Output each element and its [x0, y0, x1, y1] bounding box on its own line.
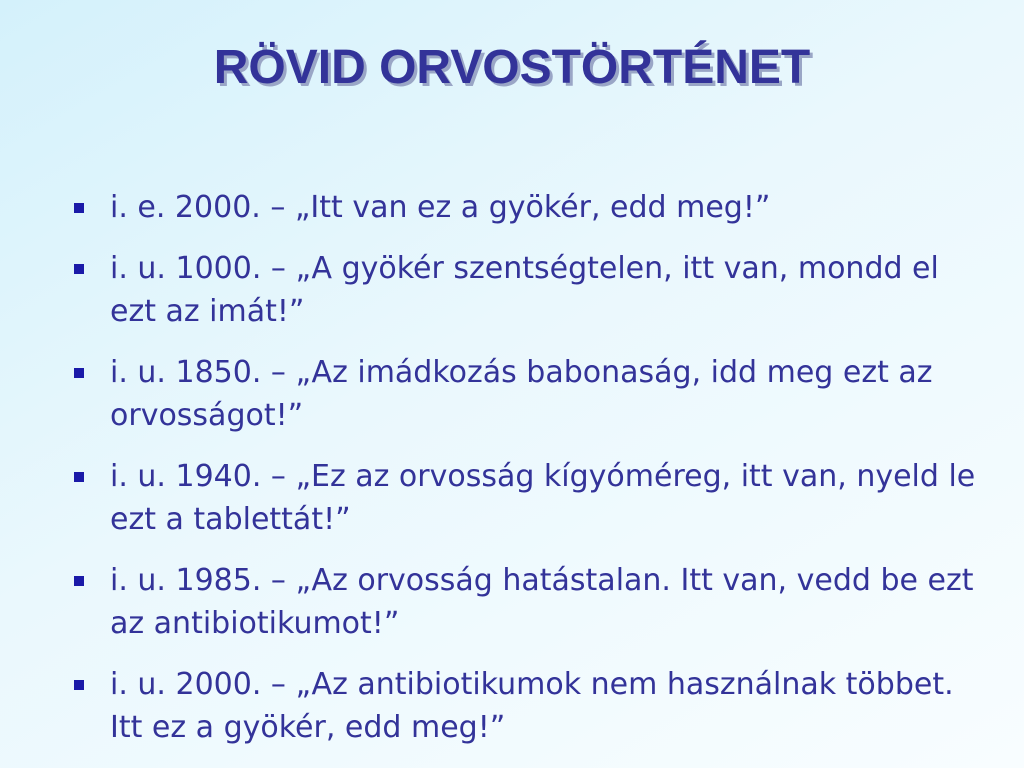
bullet-text: i. u. 1940. – „Ez az orvosság kígyóméreg, itt van, nyeld le ezt a tablettát!” [110, 459, 976, 537]
square-bullet-icon [74, 680, 84, 690]
bullet-text: i. u. 1000. – „A gyökér szentségtelen, itt van, mondd el ezt az imát!” [110, 251, 939, 329]
bullet-text: i. e. 2000. – „Itt van ez a gyökér, edd meg!” [110, 190, 771, 225]
square-bullet-icon [74, 472, 84, 482]
slide-title: RÖVID ORVOSTÖRTÉNET [213, 41, 811, 94]
bullet-text: i. u. 1985. – „Az orvosság hatástalan. Itt van, vedd be ezt az antibiotikumot!” [110, 563, 974, 641]
bullet-item-5 [72, 559, 992, 645]
square-bullet-icon [74, 576, 84, 586]
bullet-item-6 [72, 663, 992, 749]
bullet-item-3 [72, 351, 992, 437]
square-bullet-icon [74, 264, 84, 274]
square-bullet-icon [74, 368, 84, 378]
bullet-item-2 [72, 247, 992, 333]
bullet-list [72, 186, 992, 767]
square-bullet-icon [74, 203, 84, 213]
bullet-text: i. u. 1850. – „Az imádkozás babonaság, idd meg ezt az orvosságot!” [110, 355, 933, 433]
bullet-item-1 [72, 186, 992, 229]
bullet-text: i. u. 2000. – „Az antibiotikumok nem használnak többet. Itt ez a gyökér, edd meg!” [110, 667, 954, 745]
bullet-item-4 [72, 455, 992, 541]
